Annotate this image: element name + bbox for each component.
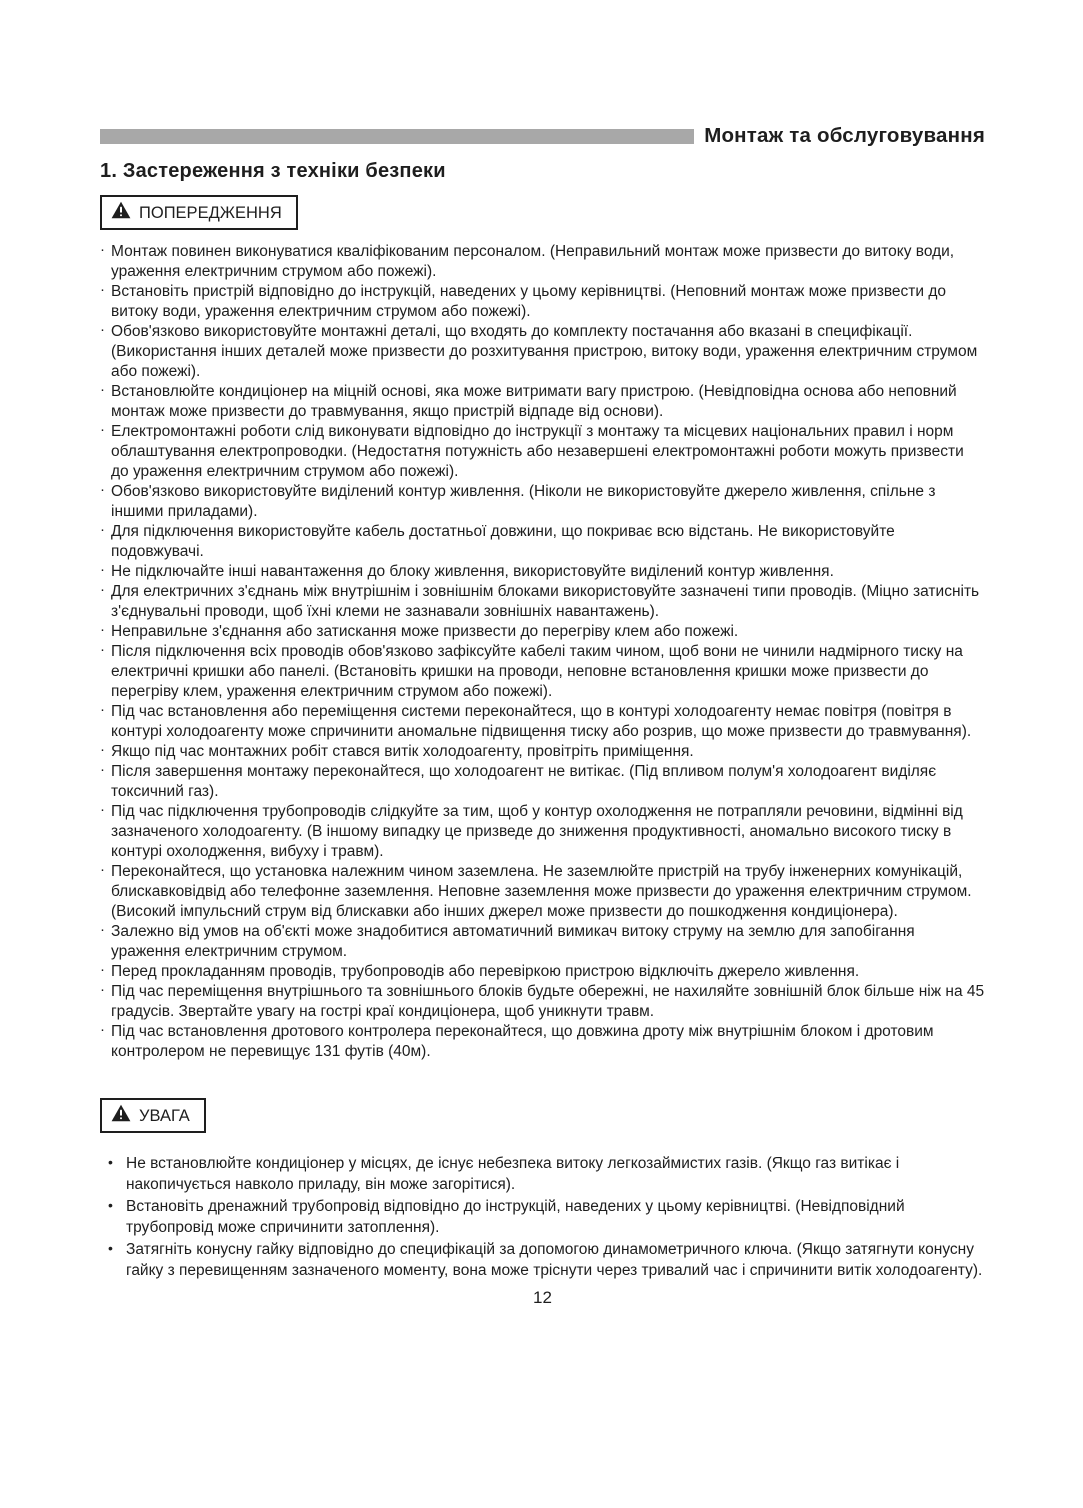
caution-triangle-icon (111, 1104, 131, 1127)
warning-item: · Для електричних з'єднань між внутрішнім і зовнішнім блоками використовуйте зазначені типи проводів. (Міцно затисніть з'єднувальні проводи, щоб їхні клеми не зазнавали зовнішніх навантажень). (111, 582, 985, 622)
header-divider-bar (100, 129, 694, 144)
section-title: 1. Застереження з техніки безпеки (100, 160, 446, 182)
warning-triangle-icon (111, 201, 131, 224)
warning-item: · Переконайтеся, що установка належним чином заземлена. Не заземлюйте пристрій на трубу інженерних комунікацій, блискавковідвід або телефонне заземлення. Неповне заземлення може призвести до ураження електричним струмом. (Високий імпульсний струм від блискавки або інших джерел може призвести до пошкодження кондиціонера). (111, 862, 985, 922)
warning-item: · Під час переміщення внутрішнього та зовнішнього блоків будьте обережні, не нахиляйте зовнішній блок більше ніж на 45 градусів. Звертайте увагу на гострі краї кондиціонера, щоб уникнути травм. (111, 982, 985, 1022)
header-title: Монтаж та обслуговування (704, 124, 985, 147)
warning-item: · Під час встановлення або переміщення системи переконайтеся, що в контурі холодоагенту немає повітря (повітря в контурі холодоагенту може спричинити аномальне підвищення тиску або розрив, що може призвести до травмування). (111, 702, 985, 742)
warning-item: · Не підключайте інші навантаження до блоку живлення, використовуйте виділений контур живлення. (111, 562, 985, 582)
warning-item: · Під час встановлення дротового контролера переконайтеся, що довжина дроту між внутрішнім блоком і дротовим контролером не перевищує 131 футів (40м). (111, 1022, 985, 1062)
page-number: 12 (533, 1288, 552, 1307)
warning-item: · Встановлюйте кондиціонер на міцній основі, яка може витримати вагу пристрою. (Невідповідна основа або неповний монтаж може призвести до травмування, якщо пристрій відпаде від основи). (111, 382, 985, 422)
warning-item: · Під час підключення трубопроводів слідкуйте за тим, щоб у контур охолодження не потрапляли речовини, відмінні від зазначеного холодоагенту. (В іншому випадку це призведе до зниження продуктивності, аномально високого тиску в контурі охолодження, вибуху і травм). (111, 802, 985, 862)
warning-list (100, 242, 985, 1062)
warning-item: · Перед прокладанням проводів, трубопроводів або перевіркою пристрою відключіть джерело живлення. (111, 962, 985, 982)
warning-item: · Після завершення монтажу переконайтеся, що холодоагент не витікає. (Під впливом полум'я холодоагент виділяє токсичний газ). (111, 762, 985, 802)
caution-item: • Встановіть дренажний трубопровід відповідно до інструкцій, наведених у цьому керівництві. (Невідповідний трубопровід може спричинити затоплення). (126, 1196, 985, 1238)
caution-label-box (100, 1098, 206, 1133)
caution-list (100, 1153, 985, 1281)
warning-item: · Електромонтажні роботи слід виконувати відповідно до інструкції з монтажу та місцевих національних правил і норм облаштування електропроводки. (Недостатня потужність або незавершені електромонтажні роботи можуть призвести до ураження електричним струмом або пожежі). (111, 422, 985, 482)
warning-item: · Монтаж повинен виконуватися кваліфікованим персоналом. (Неправильний монтаж може призвести до витоку води, ураження електричним струмом або пожежі). (111, 242, 985, 282)
warning-item: · Якщо під час монтажних робіт стався витік холодоагенту, провітріть приміщення. (111, 742, 985, 762)
warning-label-box (100, 195, 298, 230)
caution-item: • Не встановлюйте кондиціонер у місцях, де існує небезпека витоку легкозаймистих газів. (Якщо газ витікає і накопичується навколо приладу, він може загорітися). (126, 1153, 985, 1195)
warning-item: · Залежно від умов на об'єкті може знадобитися автоматичний вимикач витоку струму на землю для запобігання ураження електричним струмом. (111, 922, 985, 962)
warning-item: · Неправильне з'єднання або затискання може призвести до перегріву клем або пожежі. (111, 622, 985, 642)
warning-item: · Обов'язково використовуйте монтажні деталі, що входять до комплекту постачання або вказані в специфікації. (Використання інших деталей може призвести до розхитування пристрою, витоку води, ураження електричним струмом або пожежі). (111, 322, 985, 382)
warning-item: · Для підключення використовуйте кабель достатньої довжини, що покриває всю відстань. Не використовуйте подовжувачі. (111, 522, 985, 562)
warning-item: · Встановіть пристрій відповідно до інструкцій, наведених у цьому керівництві. (Неповний монтаж може призвести до витоку води, ураження електричним струмом або пожежі). (111, 282, 985, 322)
warning-item: · Після підключення всіх проводів обов'язково зафіксуйте кабелі таким чином, щоб вони не чинили надмірного тиску на електричні кришки або панелі. (Встановіть кришки на проводи, неповне встановлення кришки може призвести до перегріву клем, ураження електричним струмом або пожежі). (111, 642, 985, 702)
warning-item: · Обов'язково використовуйте виділений контур живлення. (Ніколи не використовуйте джерело живлення, спільне з іншими приладами). (111, 482, 985, 522)
warning-label: ПОПЕРЕДЖЕННЯ (139, 203, 282, 222)
caution-label: УВАГА (139, 1106, 190, 1125)
caution-item: • Затягніть конусну гайку відповідно до специфікацій за допомогою динамометричного ключа. (Якщо затягнути конусну гайку з перевищенням зазначеного моменту, вона може тріснути через тривалий час і спричинити витік холодоагенту). (126, 1239, 985, 1281)
page-header (100, 126, 985, 146)
